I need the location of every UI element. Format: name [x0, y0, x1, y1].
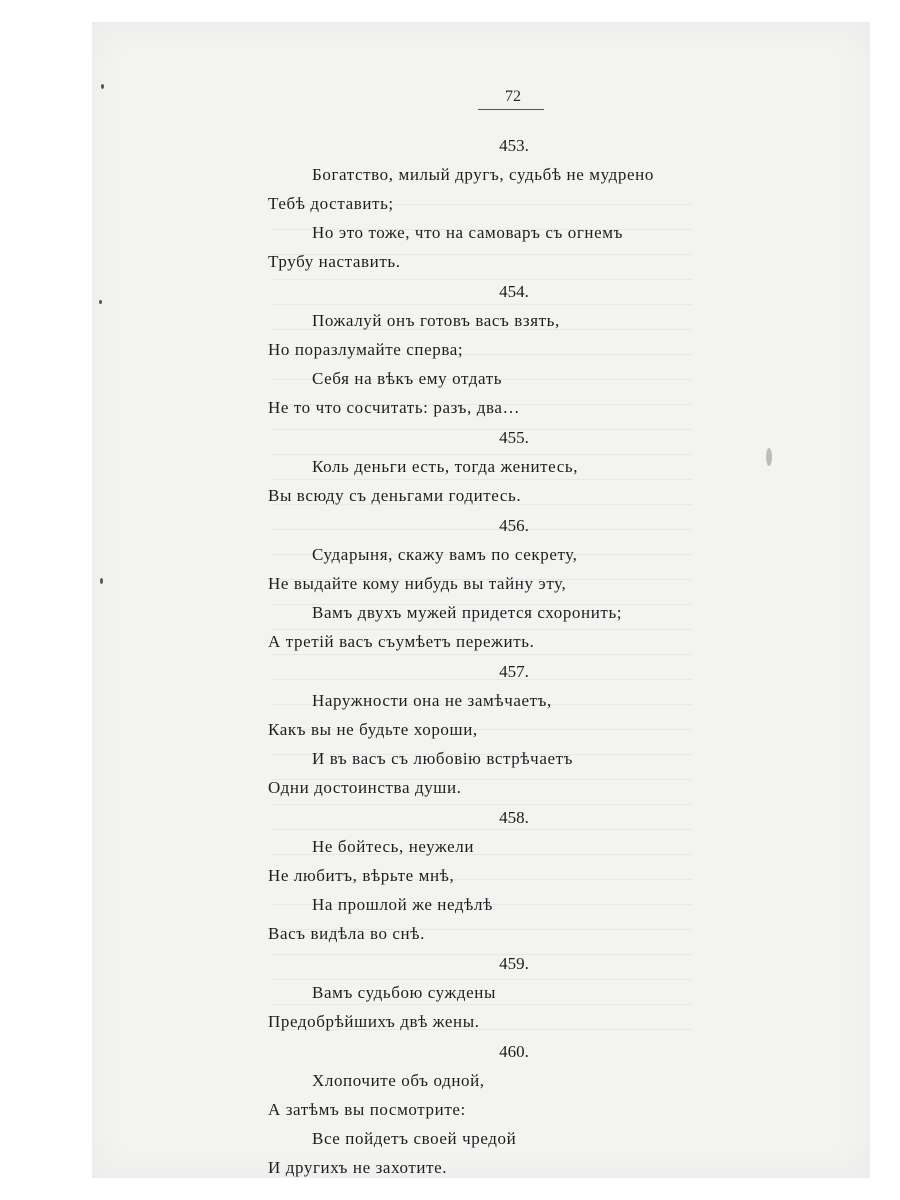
poem-block [268, 278, 768, 422]
verse-line: Пожалуй онъ готовъ васъ взять, [312, 311, 560, 330]
margin-speck [99, 300, 102, 304]
margin-speck [101, 84, 104, 89]
verse-line: Наружности она не замѣчаетъ, [312, 691, 552, 710]
poem-number: 458. [499, 808, 529, 827]
poem-number: 453. [499, 136, 529, 155]
verse-line: А затѣмъ вы посмотрите: [268, 1100, 466, 1119]
verse-line: И другихъ не захотите. [268, 1158, 448, 1177]
poem-block [268, 804, 768, 948]
verse-line: Коль деньги есть, тогда женитесь, [312, 457, 579, 476]
verse-line: Но это тоже, что на самоваръ съ огнемъ [312, 223, 624, 242]
poem-number: 459. [499, 954, 529, 973]
verse-line: Трубу наставить. [268, 252, 401, 271]
verse-line: Хлопочите объ одной, [312, 1071, 485, 1090]
verse-line: Себя на вѣкъ ему отдать [312, 369, 503, 388]
verse-line: Одни достоинства души. [268, 778, 462, 797]
verse-line: Не то что сосчитать: разъ, два… [268, 398, 521, 417]
poem-block [268, 950, 768, 1036]
verse-line: Не бойтесь, неужели [312, 837, 475, 856]
poem-number: 454. [499, 282, 529, 301]
verse-line: Не выдайте кому нибудь вы тайну эту, [268, 574, 567, 593]
verse-line: Какъ вы не будьте хороши, [268, 720, 478, 739]
page-number: 72 [505, 88, 521, 105]
verse-line: Сударыня, скажу вамъ по секрету, [312, 545, 578, 564]
verse-line: И въ васъ съ любовію встрѣчаетъ [312, 749, 574, 768]
poem-block [268, 512, 768, 656]
poem-number: 457. [499, 662, 529, 681]
verse-line: Тебѣ доставить; [268, 194, 394, 213]
verse-line: Не любитъ, вѣрьте мнѣ, [268, 866, 455, 885]
page-number-rule [478, 109, 544, 110]
poem-block [268, 424, 768, 510]
poem-block [268, 132, 768, 276]
verse-line: На прошлой же недѣлѣ [312, 895, 493, 914]
verse-line: Богатство, милый другъ, судьбѣ не мудрено [312, 165, 654, 184]
poem-number: 460. [499, 1042, 529, 1061]
verse-line: А третій васъ съумѣетъ пережить. [268, 632, 535, 651]
verse-line: Васъ видѣла во снѣ. [268, 924, 425, 943]
poem-body [268, 130, 768, 1182]
verse-line: Вамъ двухъ мужей придется схоронить; [312, 603, 623, 622]
poem-number: 455. [499, 428, 529, 447]
margin-speck [100, 578, 103, 584]
verse-line: Вы всюду съ деньгами годитесь. [268, 486, 522, 505]
verse-line: Предобрѣйшихъ двѣ жены. [268, 1012, 480, 1031]
verse-line: Все пойдетъ своей чредой [312, 1129, 517, 1148]
poem-block [268, 1038, 768, 1182]
poem-block [268, 658, 768, 802]
poem-number: 456. [499, 516, 529, 535]
verse-line: Вамъ судьбою суждены [312, 983, 496, 1002]
verse-line: Но поразлумайте сперва; [268, 340, 464, 359]
